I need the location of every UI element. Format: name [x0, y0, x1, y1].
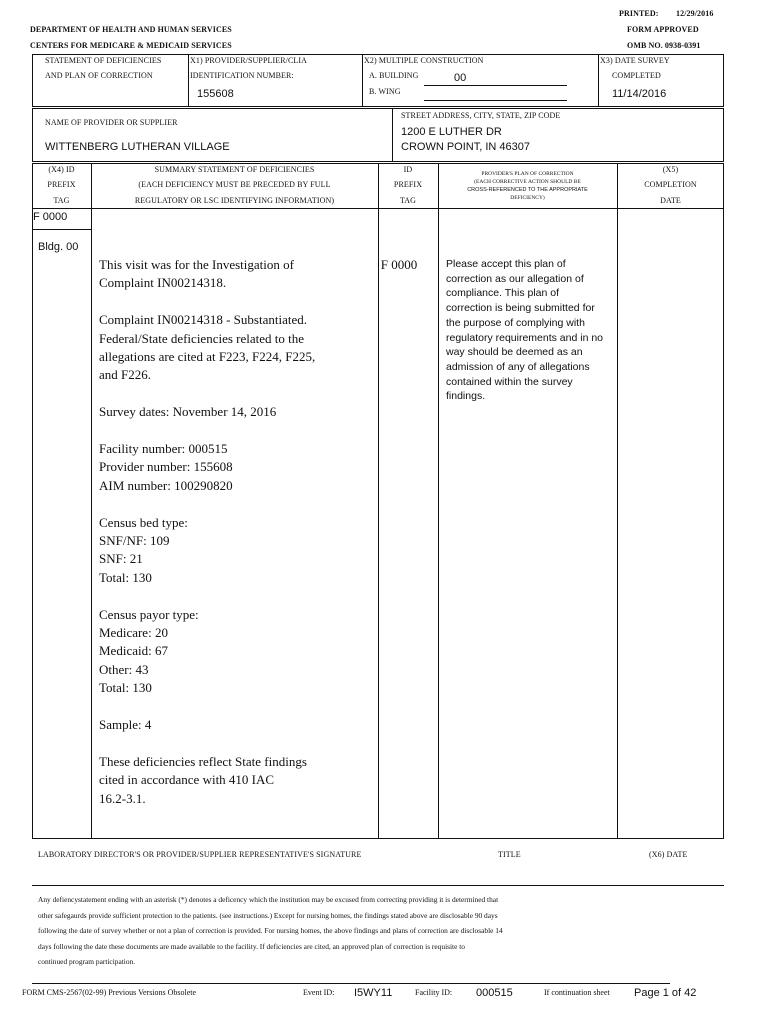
- x4-header-3: TAG: [53, 196, 70, 205]
- provider-name-label: NAME OF PROVIDER OR SUPPLIER: [45, 118, 178, 127]
- page-number: Page 1 of 42: [634, 987, 697, 999]
- summary-line: AIM number: 100290820: [99, 477, 233, 493]
- summary-line: Total: 130: [99, 680, 152, 696]
- disclaimer-line: continued program participation.: [38, 957, 136, 966]
- address-label: STREET ADDRESS, CITY, STATE, ZIP CODE: [401, 111, 561, 120]
- date-survey-value: 11/14/2016: [612, 88, 667, 100]
- building-value: 00: [454, 72, 467, 84]
- id-header-1: ID: [403, 165, 413, 174]
- summary-paragraph: [99, 440, 375, 495]
- wing-underline: [424, 100, 567, 101]
- facility-id-label: Facility ID:: [415, 988, 453, 997]
- col-divider-3: [438, 163, 439, 839]
- summary-header-3: REGULATORY OR LSC IDENTIFYING INFORMATION): [134, 196, 335, 205]
- plan-header-4: DEFICIENCY): [510, 195, 545, 201]
- plan-line: regulatory requirements and in no: [446, 331, 604, 344]
- x4-header-2: PREFIX: [47, 180, 76, 189]
- plan-line: Please accept this plan of: [446, 258, 566, 270]
- id-header-3: TAG: [399, 196, 417, 205]
- x5-header-3: DATE: [660, 196, 681, 205]
- x5-header-1: (X5): [662, 165, 679, 174]
- prefix-tag: F 0000: [33, 211, 68, 223]
- x1-label-1: X1) PROVIDER/SUPPLIER/CLIA: [190, 56, 308, 65]
- centers-name: CENTERS FOR MEDICARE & MEDICAID SERVICES: [30, 41, 232, 50]
- disclaimer: [38, 892, 718, 970]
- signature-label: LABORATORY DIRECTOR'S OR PROVIDER/SUPPLIER REPRESENTATIVE'S SIGNATURE: [38, 850, 362, 859]
- prefix-divider: [32, 229, 91, 230]
- plan-line: the purpose of complying with: [446, 316, 585, 329]
- summary-line: Sample: 4: [99, 717, 152, 733]
- building-label: A. BUILDING: [369, 71, 419, 80]
- statement-label-1: STATEMENT OF DEFICIENCIES: [45, 56, 162, 65]
- summary-paragraph: [99, 753, 375, 808]
- summary-paragraph: [99, 311, 375, 385]
- summary-statement: [99, 256, 375, 808]
- id-tag: F 0000: [380, 257, 418, 272]
- summary-line: Census payor type:: [99, 606, 199, 622]
- summary-line: SNF: 21: [99, 551, 143, 567]
- plan-line: admission of any of allegations: [446, 360, 590, 373]
- provider-id-value: 155608: [197, 88, 234, 100]
- summary-line: SNF/NF: 109: [99, 533, 170, 549]
- disclaimer-line: Any defiencystatement ending with an asterisk (*) denotes a deficency which the institution may be excused from correcting providing it is determined that: [38, 895, 499, 904]
- summary-line: Other: 43: [99, 661, 149, 677]
- plan-line: findings.: [446, 390, 486, 403]
- building-tag: Bldg. 00: [38, 241, 79, 253]
- disclaimer-line: following the date of survey whether or not a plan of correction is provided. For nursing homes, the above findings and plans of correction are disclosable 14: [38, 926, 503, 935]
- summary-paragraph: [99, 514, 375, 588]
- summary-paragraph: [99, 606, 375, 698]
- plan-line: correction as our allegation of: [446, 272, 584, 285]
- plan-header-3: CROSS-REFERENCED TO THE APPROPRIATE: [467, 187, 588, 193]
- address-line-2: CROWN POINT, IN 46307: [401, 141, 530, 153]
- col-divider-1: [91, 163, 92, 839]
- plan-line: contained within the survey: [446, 375, 573, 388]
- summary-line: Facility number: 000515: [99, 441, 228, 457]
- summary-line: allegations are cited at F223, F224, F225,: [99, 349, 316, 365]
- address-line-1: 1200 E LUTHER DR: [401, 126, 502, 138]
- disclaimer-line: days following the date these documents are made available to the facility. If deficiencies are cited, an approved plan of correction is requisite to: [38, 941, 465, 951]
- summary-header-1: SUMMARY STATEMENT OF DEFICIENCIES: [154, 165, 315, 174]
- summary-line: Total: 130: [99, 569, 152, 585]
- plan-header-2: (EACH CORRECTIVE ACTION SHOULD BE: [474, 179, 581, 185]
- x5-header-2: COMPLETION: [644, 180, 697, 189]
- continuation-label: If continuation sheet: [544, 988, 610, 997]
- signature-title-label: TITLE: [498, 850, 521, 859]
- printed-label: PRINTED:: [619, 9, 659, 18]
- provider-name-box: [32, 108, 393, 162]
- statement-label-2: AND PLAN OF CORRECTION: [45, 71, 153, 80]
- building-underline: [424, 85, 567, 86]
- summary-line: and F226.: [99, 367, 151, 383]
- summary-line: Complaint IN00214318 - Substantiated.: [99, 312, 307, 328]
- summary-line: Medicaid: 67: [99, 643, 168, 659]
- disclaimer-line: other safegaurds provide sufficient protection to the patients. (see instructions.) Except for nursing homes, the findings stated above are disclosable 90 days: [38, 910, 498, 920]
- provider-name-value: WITTENBERG LUTHERAN VILLAGE: [45, 141, 230, 153]
- x1-label-2: IDENTIFICATION NUMBER:: [190, 71, 294, 80]
- summary-line: Federal/State deficiencies related to the: [99, 330, 305, 346]
- facility-id-value: 000515: [476, 987, 513, 999]
- summary-line: Census bed type:: [99, 514, 188, 530]
- col-divider-4: [617, 163, 618, 839]
- summary-line: 16.2-3.1.: [99, 790, 146, 806]
- event-id-label: Event ID:: [303, 988, 335, 997]
- plan-line: way should be deemed as an: [446, 346, 583, 359]
- summary-paragraph: [99, 403, 375, 421]
- event-id-value: I5WY11: [354, 987, 393, 999]
- summary-paragraph: [99, 256, 375, 293]
- plan-line: correction is being submitted for: [446, 302, 595, 315]
- plan-of-correction: [446, 257, 616, 404]
- summary-line: These deficiencies reflect State findings: [99, 753, 307, 769]
- x2-label: X2) MULTIPLE CONSTRUCTION: [364, 56, 484, 65]
- footer-divider: [32, 983, 670, 984]
- summary-header-2: (EACH DEFICIENCY MUST BE PRECEDED BY FULL: [138, 180, 331, 189]
- summary-line: cited in accordance with 410 IAC: [99, 772, 275, 788]
- summary-line: This visit was for the Investigation of: [99, 257, 294, 272]
- department-name: DEPARTMENT OF HEALTH AND HUMAN SERVICES: [30, 25, 232, 34]
- form-number: FORM CMS-2567(02-99) Previous Versions Obsolete: [22, 988, 197, 997]
- completed-label: COMPLETED: [612, 71, 661, 80]
- summary-paragraph: [99, 716, 375, 734]
- plan-line: compliance. This plan of: [446, 287, 560, 300]
- wing-label: B. WING: [369, 87, 401, 96]
- printed-date: 12/29/2016: [676, 9, 714, 18]
- summary-line: Survey dates: November 14, 2016: [99, 404, 277, 420]
- signature-divider: [32, 885, 724, 886]
- x4-header-1: (X4) ID: [48, 165, 75, 174]
- form-approved: FORM APPROVED: [627, 25, 699, 34]
- summary-line: Medicare: 20: [99, 625, 168, 641]
- signature-date-label: (X6) DATE: [649, 850, 688, 859]
- summary-line: Provider number: 155608: [99, 459, 233, 475]
- id-header-2: PREFIX: [393, 180, 423, 189]
- plan-header-1: PROVIDER'S PLAN OF CORRECTION: [481, 171, 574, 177]
- omb-number: OMB NO. 0938-0391: [627, 41, 701, 50]
- summary-line: Complaint IN00214318.: [99, 275, 227, 291]
- x3-label: X3) DATE SURVEY: [600, 56, 670, 65]
